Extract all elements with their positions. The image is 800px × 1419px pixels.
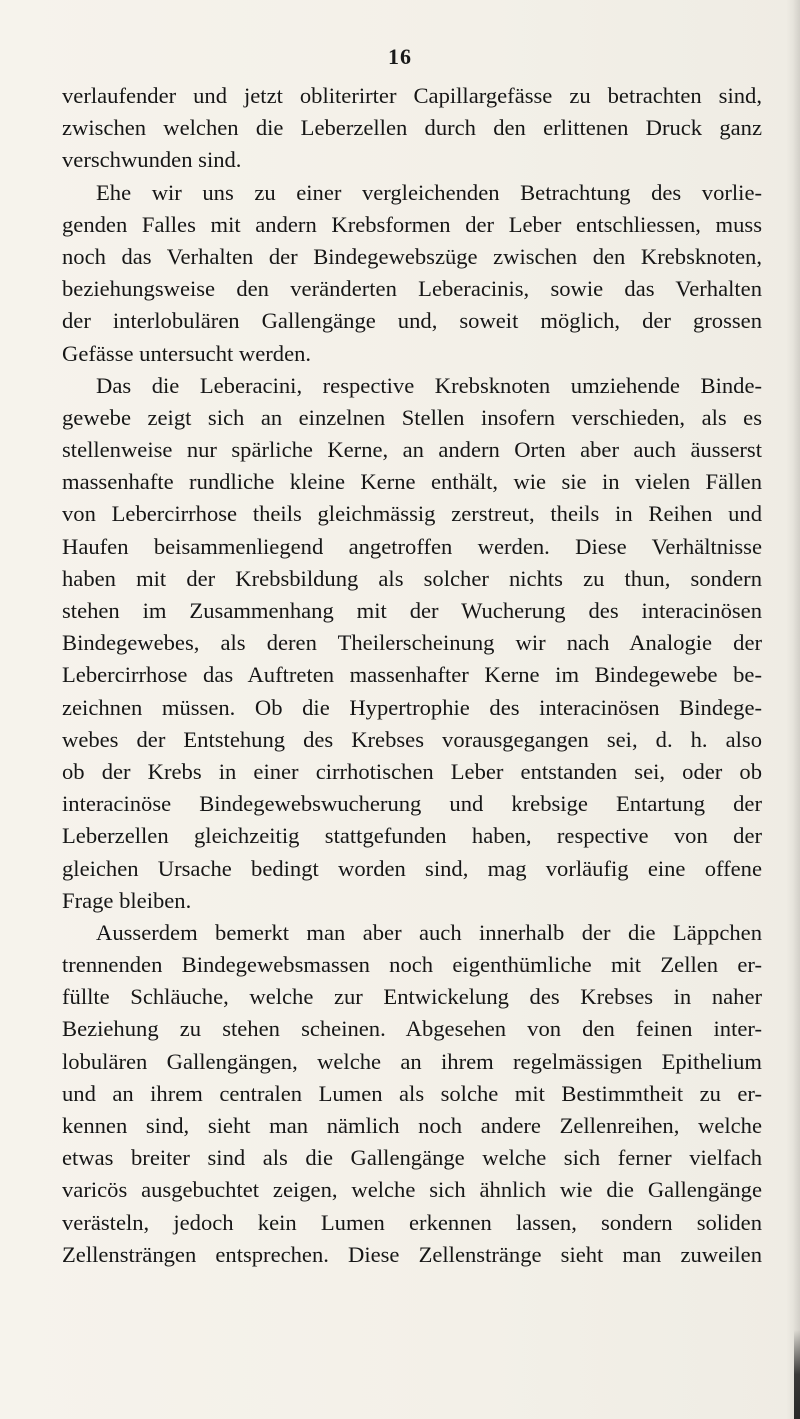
text-line: Ehe wir uns zu einer vergleichenden Betrachtung des vorlie- (96, 179, 762, 205)
text-line: verschwunden sind. (62, 147, 242, 173)
text-line: verästeln, jedoch kein Lumen erkennen lassen, sondern soliden (62, 1209, 762, 1235)
text-line: zwischen welchen die Leberzellen durch den erlittenen Druck ganz (62, 115, 762, 141)
text-line: Haufen beisammenliegend angetroffen werden. Diese Verhältnisse (62, 533, 762, 559)
body-text (62, 80, 762, 1271)
text-line: und an ihrem centralen Lumen als solche mit Bestimmtheit zu er- (62, 1080, 762, 1106)
text-line: der interlobulären Gallengänge und, soweit möglich, der grossen (62, 308, 762, 334)
text-line: ob der Krebs in einer cirrhotischen Leber entstanden sei, oder ob (62, 758, 762, 784)
paragraph-2 (62, 177, 762, 370)
paragraph-4 (62, 917, 762, 1271)
text-line: verlaufender und jetzt obliterirter Capillargefässe zu betrachten sind, (62, 83, 762, 108)
text-line: zeichnen müssen. Ob die Hypertrophie des interacinösen Bindege- (62, 694, 762, 720)
text-line: Bindegewebes, als deren Theilerscheinung wir nach Analogie der (62, 630, 762, 656)
text-line: Beziehung zu stehen scheinen. Abgesehen von den feinen inter- (62, 1016, 762, 1042)
text-line: noch das Verhalten der Bindegewebszüge zwischen den Krebsknoten, (62, 243, 762, 269)
text-line: lobulären Gallengängen, welche an ihrem regelmässigen Epithelium (62, 1048, 762, 1074)
text-line: kennen sind, sieht man nämlich noch andere Zellenreihen, welche (62, 1113, 762, 1138)
text-line: gewebe zeigt sich an einzelnen Stellen insofern verschieden, als es (62, 404, 762, 430)
text-line: gleichen Ursache bedingt worden sind, mag vorläufig eine offene (62, 855, 762, 881)
text-line: Zellensträngen entsprechen. Diese Zellenstränge sieht man zuweilen (62, 1241, 762, 1267)
text-line: webes der Entstehung des Krebses vorausgegangen sei, d. h. also (62, 726, 762, 752)
text-line: beziehungsweise den veränderten Leberacinis, sowie das Verhalten (62, 276, 762, 302)
text-line: stehen im Zusammenhang mit der Wucherung des interacinösen (62, 598, 762, 623)
text-line: von Lebercirrhose theils gleichmässig zerstreut, theils in Reihen und (62, 501, 762, 527)
text-line: trennenden Bindegewebsmassen noch eigenthümliche mit Zellen er- (62, 952, 762, 978)
text-line: varicös ausgebuchtet zeigen, welche sich ähnlich wie die Gallengänge (62, 1177, 762, 1203)
text-line: Ausserdem bemerkt man aber auch innerhalb der die Läppchen (96, 919, 762, 945)
text-line: massenhafte rundliche kleine Kerne enthält, wie sie in vielen Fällen (62, 469, 762, 495)
text-line: interacinöse Bindegewebswucherung und krebsige Entartung der (62, 791, 762, 817)
paragraph-1 (62, 80, 762, 177)
text-line: Frage bleiben. (62, 887, 192, 913)
text-line: füllte Schläuche, welche zur Entwickelung des Krebses in naher (62, 984, 762, 1010)
text-line: Lebercirrhose das Auftreten massenhafter Kerne im Bindegewebe be- (62, 662, 762, 688)
text-line: genden Falles mit andern Krebsformen der Leber entschliessen, muss (62, 211, 762, 237)
text-line: stellenweise nur spärliche Kerne, an andern Orten aber auch äusserst (62, 437, 762, 463)
paragraph-3 (62, 370, 762, 917)
page-number: 16 (388, 44, 412, 69)
page-edge-mark (794, 1330, 800, 1419)
text-line: Gefässe untersucht werden. (62, 340, 312, 366)
text-line: Leberzellen gleichzeitig stattgefunden haben, respective von der (62, 823, 762, 849)
text-line: etwas breiter sind als die Gallengänge welche sich ferner vielfach (62, 1145, 762, 1171)
page-edge-shadow (786, 0, 800, 1419)
text-line: Das die Leberacini, respective Krebsknoten umziehende Binde- (96, 372, 762, 398)
text-line: haben mit der Krebsbildung als solcher nichts zu thun, sondern (62, 565, 762, 591)
